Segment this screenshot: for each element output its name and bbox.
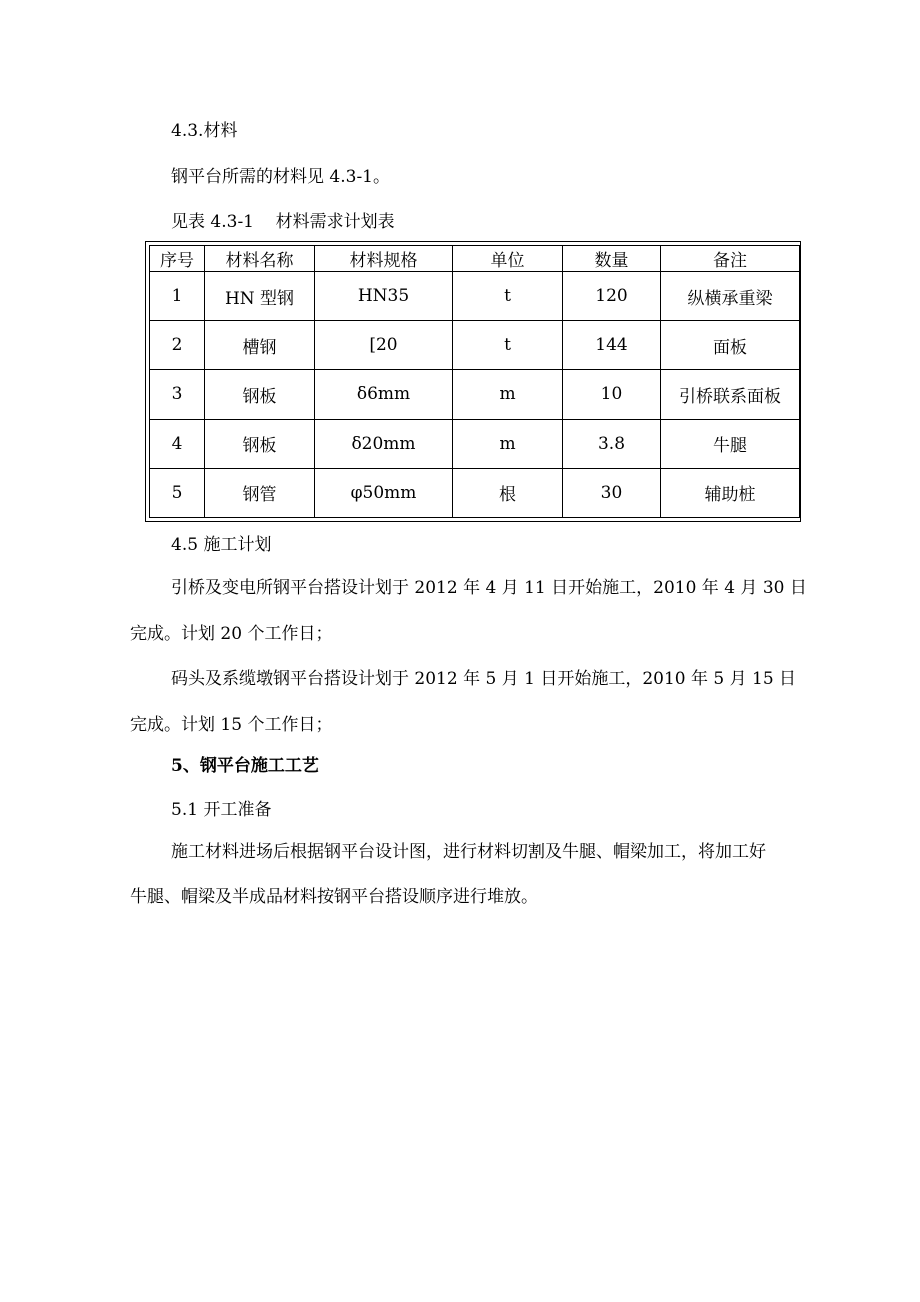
table-row [150, 419, 800, 468]
table-header-row [150, 246, 800, 272]
table-cell: φ50mm [315, 468, 453, 517]
table-cell: 牛腿 [661, 419, 800, 468]
schedule-para-2-line-1: 码头及系缆墩钢平台搭设计划于 2012 年 5 月 1 日开始施工，2010 年 5 月 15 日 [171, 669, 797, 689]
table-cell: 30 [563, 468, 661, 517]
table-cell: 3 [150, 370, 205, 419]
table-cell: 1 [150, 272, 205, 321]
table-cell: t [453, 272, 563, 321]
table-cell: t [453, 321, 563, 370]
table-cell: 10 [563, 370, 661, 419]
table-cell: 144 [563, 321, 661, 370]
schedule-para-2-line-2: 完成。计划 15 个工作日； [130, 715, 333, 735]
table-cell: 纵横承重梁 [661, 272, 800, 321]
materials-table [149, 245, 800, 518]
header-remark: 备注 [661, 246, 800, 272]
section-4-5-heading: 4.5 施工计划 [171, 535, 272, 555]
table-row [150, 321, 800, 370]
header-material-spec: 材料规格 [315, 246, 453, 272]
table-cell: HN 型钢 [205, 272, 315, 321]
header-unit: 单位 [453, 246, 563, 272]
table-cell: 根 [453, 468, 563, 517]
table-cell: δ6mm [315, 370, 453, 419]
table-cell: 槽钢 [205, 321, 315, 370]
table-cell: δ20mm [315, 419, 453, 468]
table-cell: 120 [563, 272, 661, 321]
table-row [150, 370, 800, 419]
table-cell: HN35 [315, 272, 453, 321]
table-cell: [20 [315, 321, 453, 370]
preparation-para-line-2: 牛腿、帽梁及半成品材料按钢平台搭设顺序进行堆放。 [130, 887, 538, 907]
table-cell: 面板 [661, 321, 800, 370]
table-cell: 辅助桩 [661, 468, 800, 517]
table-cell: 钢板 [205, 370, 315, 419]
section-5-heading: 5、钢平台施工工艺 [171, 756, 319, 776]
preparation-para-line-1: 施工材料进场后根据钢平台设计图，进行材料切割及牛腿、帽梁加工，将加工好 [171, 842, 766, 862]
header-material-name: 材料名称 [205, 246, 315, 272]
header-quantity: 数量 [563, 246, 661, 272]
schedule-para-1-line-2: 完成。计划 20 个工作日； [130, 624, 333, 644]
table-cell: 5 [150, 468, 205, 517]
table-cell: 引桥联系面板 [661, 370, 800, 419]
header-index: 序号 [150, 246, 205, 272]
schedule-para-1-line-1: 引桥及变电所钢平台搭设计划于 2012 年 4 月 11 日开始施工，2010 年 4 月 30 日 [171, 578, 807, 598]
materials-table-frame [145, 241, 801, 522]
table-cell: 3.8 [563, 419, 661, 468]
table-caption: 见表 4.3-1 材料需求计划表 [171, 212, 395, 232]
section-5-1-heading: 5.1 开工准备 [171, 800, 272, 820]
section-4-3-intro: 钢平台所需的材料见 4.3-1。 [171, 167, 390, 187]
table-row [150, 468, 800, 517]
table-cell: 2 [150, 321, 205, 370]
table-row [150, 272, 800, 321]
table-cell: 4 [150, 419, 205, 468]
table-cell: m [453, 419, 563, 468]
table-cell: m [453, 370, 563, 419]
table-cell: 钢板 [205, 419, 315, 468]
table-cell: 钢管 [205, 468, 315, 517]
section-4-3-heading: 4.3.材料 [171, 121, 238, 141]
